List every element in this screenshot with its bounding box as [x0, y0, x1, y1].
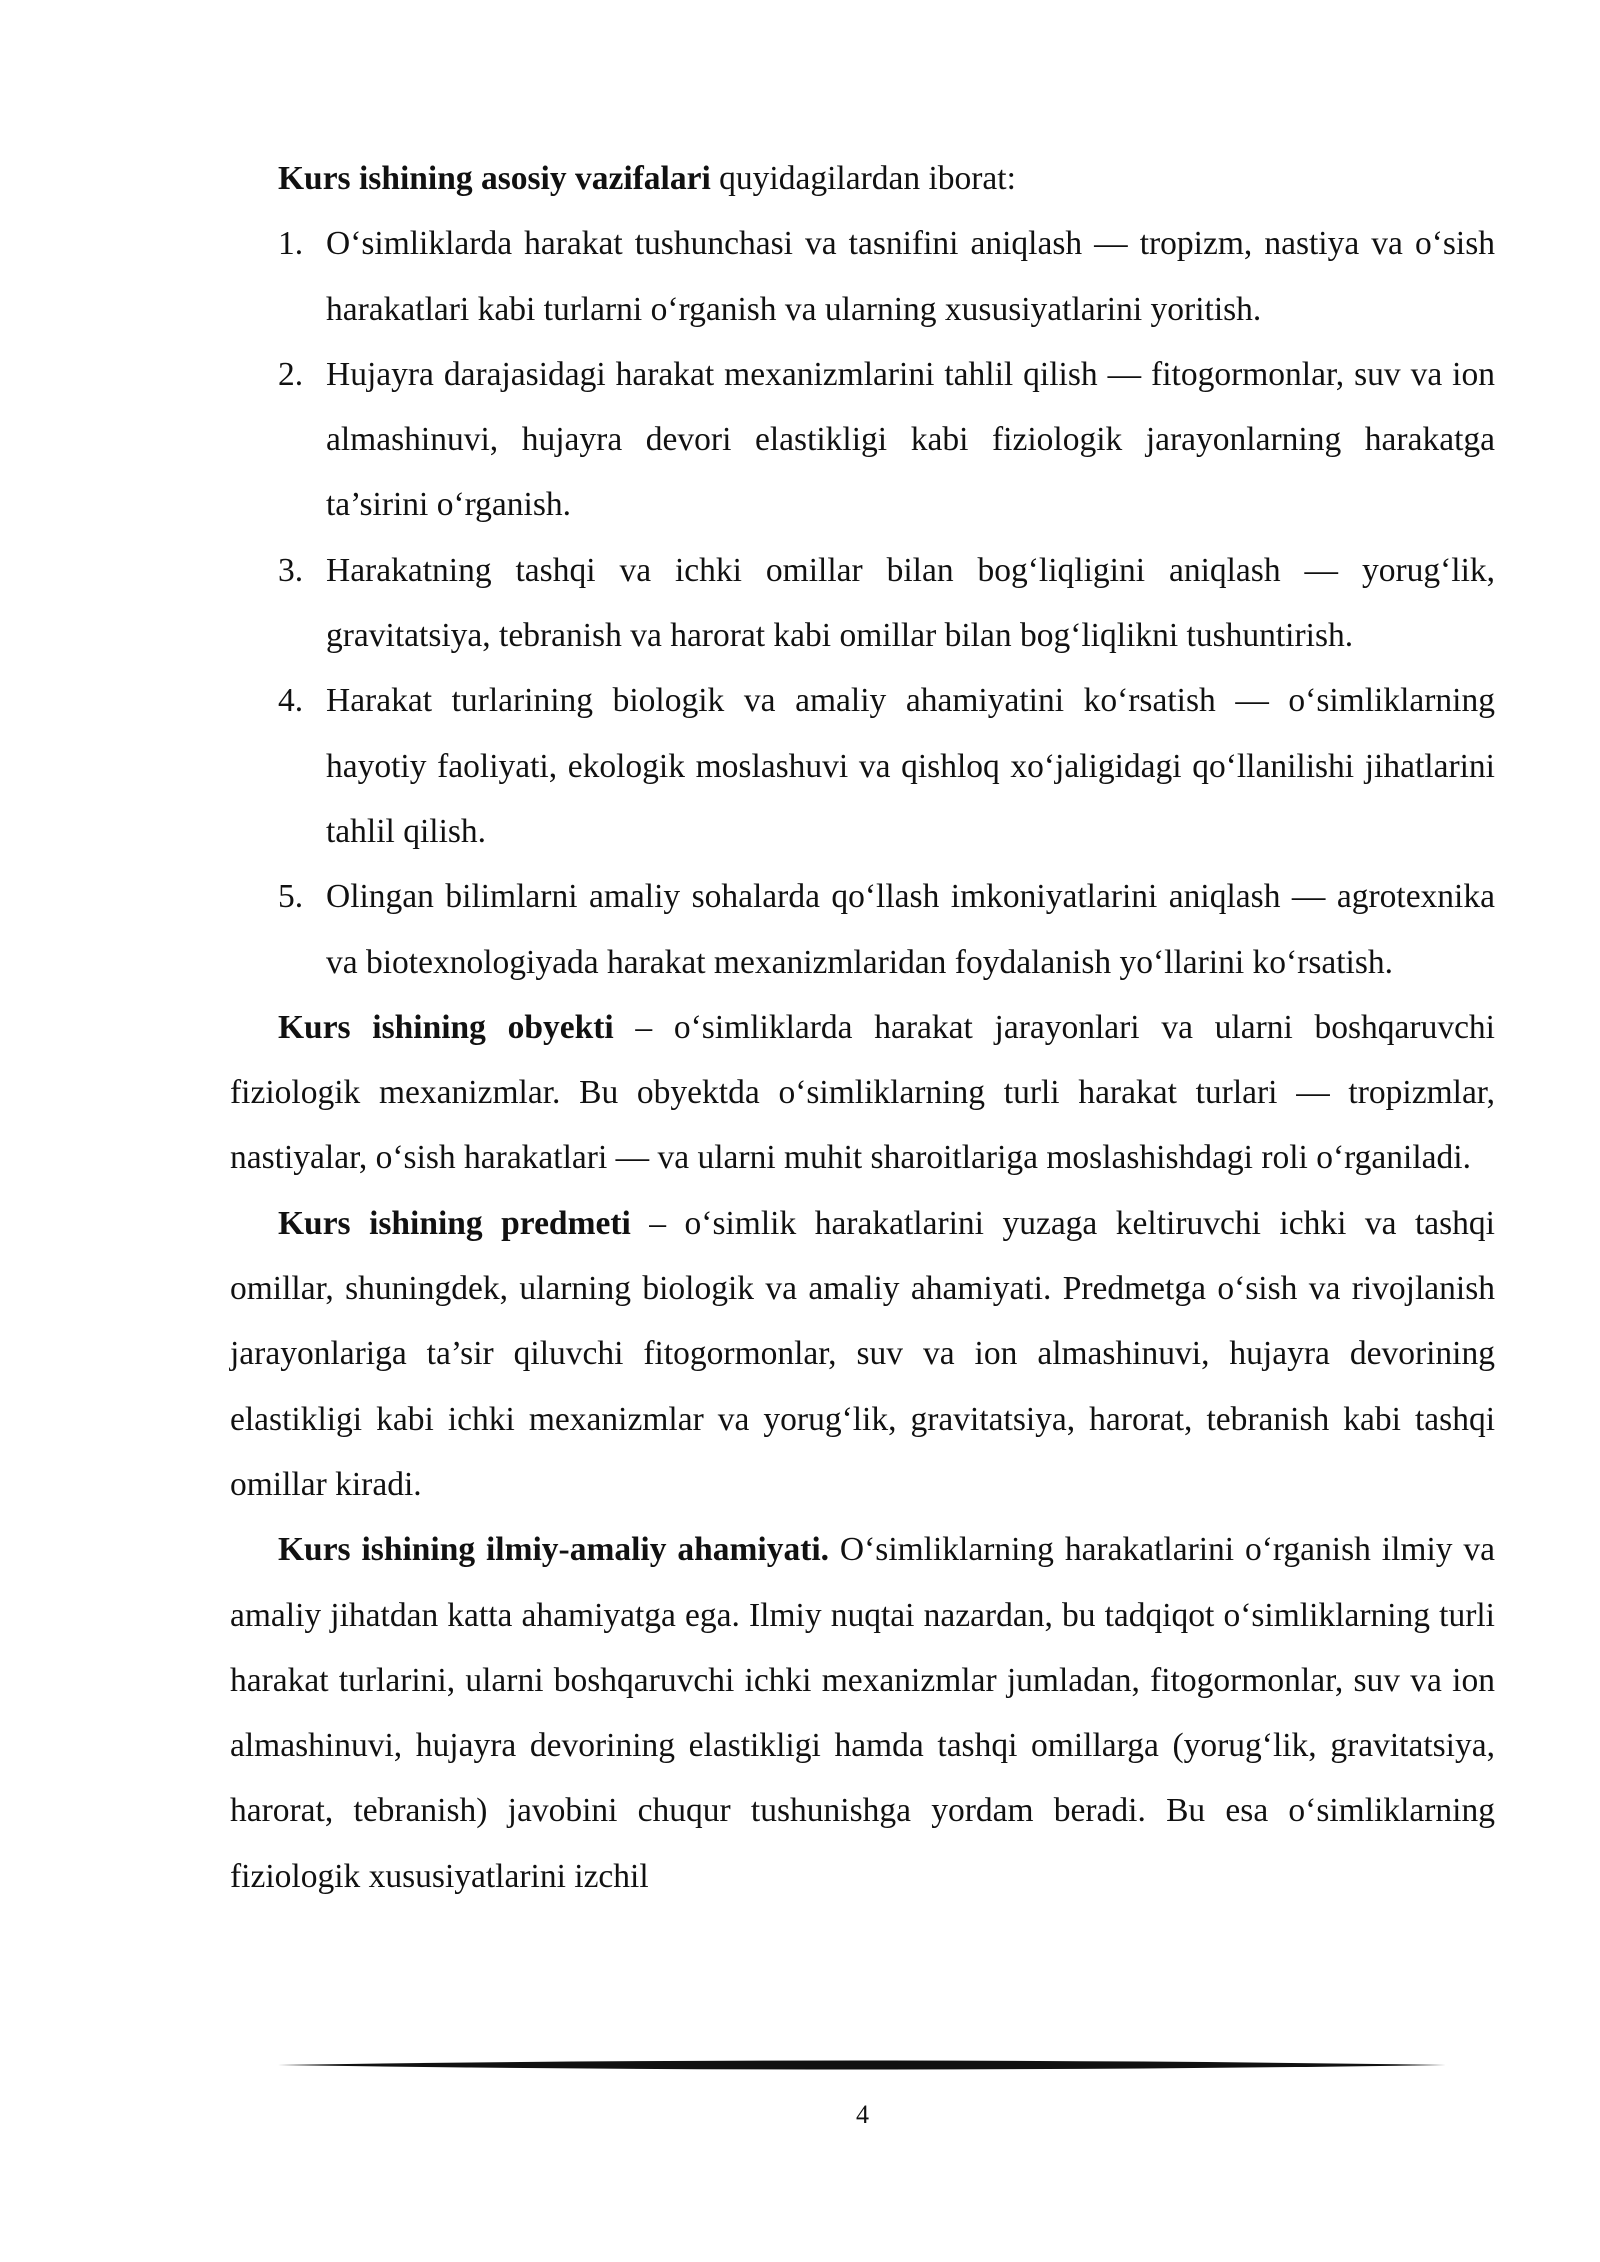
list-item-number: 2.	[278, 355, 304, 393]
subject-paragraph	[230, 1191, 1495, 1517]
subject-text: – o‘simlik harakatlarini yuzaga keltiruvchi ichki va tashqi omillar, shuningdek, ularning biologik va amaliy ahamiyati. Predmetga o‘sish va rivojlanish jarayonlariga ta’sir qiluvchi fitogormonlar, suv va ion almashinuvi, hujayra devorining elastikligi kabi ichki mexanizmlar va yorug‘lik, gravitatsiya, harorat, tebranish kabi tashqi omillar kiradi.	[230, 1204, 1495, 1503]
list-item-number: 4.	[278, 682, 304, 720]
list-item-number: 1.	[278, 225, 304, 263]
object-heading: Kurs ishining obyekti	[278, 1008, 614, 1046]
list-item-text: Harakat turlarining biologik va amaliy ahamiyatini ko‘rsatish — o‘simliklarning hayotiy faoliyati, ekologik moslashuvi va qishloq xo‘jaligidagi qo‘llanilishi jihatlarini tahlil qilish.	[326, 682, 1495, 850]
tasks-list	[230, 211, 1495, 995]
list-item	[230, 538, 1495, 669]
page-number: 4	[856, 2100, 869, 2129]
list-item-text: Olingan bilimlarni amaliy sohalarda qo‘llash imkoniyatlarini aniqlash — agrotexnika va biotexnologiyada harakat mexanizmlaridan foydalanish yo‘llarini ko‘rsatish.	[326, 878, 1495, 981]
list-item	[230, 668, 1495, 864]
object-paragraph	[230, 995, 1495, 1191]
significance-text: O‘simliklarning harakatlarini o‘rganish ilmiy va amaliy jihatdan katta ahamiyatga ega. Ilmiy nuqtai nazardan, bu tadqiqot o‘simliklarning turli harakat turlarini, ularni boshqaruvchi ichki mexanizmlar jumladan, fitogormonlar, suv va ion almashinuvi, hujayra devorining elastikligi hamda tashqi omillarga (yorug‘lik, gravitatsiya, harorat, tebranish) javobini chuqur tushunishga yordam beradi. Bu esa o‘simliklarning fiziologik xususiyatlarini izchil	[230, 1531, 1495, 1895]
page-body	[230, 146, 1495, 1909]
object-text: – o‘simliklarda harakat jarayonlari va ularni boshqaruvchi fiziologik mexanizmlar. Bu obyektda o‘simliklarning turli harakat turlari — tropizmlar, nastiyalar, o‘sish harakatlari — va ularni muhit sharoitlariga moslashishdagi roli o‘rganiladi.	[230, 1008, 1495, 1177]
significance-paragraph	[230, 1517, 1495, 1909]
tasks-intro-text: quyidagilardan iborat:	[710, 160, 1016, 197]
list-item-text: O‘simliklarda harakat tushunchasi va tasnifini aniqlash — tropizm, nastiya va o‘sish harakatlari kabi turlarni o‘rganish va ularning xususiyatlarini yoritish.	[326, 225, 1495, 328]
significance-heading: Kurs ishining ilmiy-amaliy ahamiyati.	[278, 1531, 830, 1569]
list-item-text: Hujayra darajasidagi harakat mexanizmlarini tahlil qilish — fitogormonlar, suv va ion almashinuvi, hujayra devori elastikligi kabi fiziologik jarayonlarning harakatga ta’sirini o‘rganish.	[326, 355, 1495, 524]
list-item	[230, 211, 1495, 342]
footer-divider	[278, 2058, 1446, 2072]
list-item-text: Harakatning tashqi va ichki omillar bilan bog‘liqligini aniqlash — yorug‘lik, gravitatsiya, tebranish va harorat kabi omillar bilan bog‘liqlikni tushuntirish.	[326, 551, 1495, 655]
list-item-number: 3.	[278, 551, 304, 589]
tasks-intro	[230, 146, 1495, 211]
list-item-number: 5.	[278, 878, 304, 916]
list-item	[230, 342, 1495, 538]
subject-heading: Kurs ishining predmeti	[278, 1204, 631, 1242]
tasks-intro-heading: Kurs ishining asosiy vazifalari	[278, 160, 711, 197]
list-item	[230, 864, 1495, 995]
